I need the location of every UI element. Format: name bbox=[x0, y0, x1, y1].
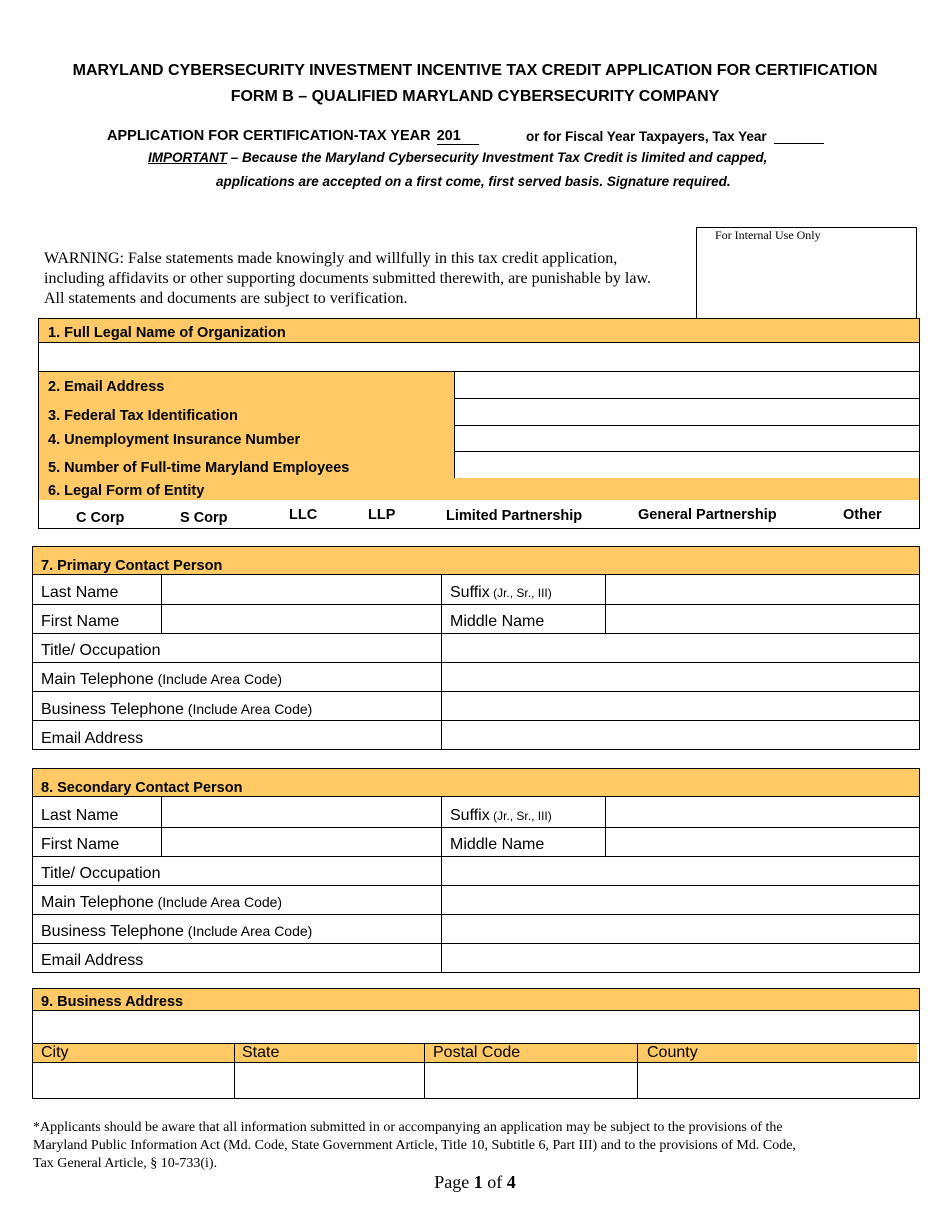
secondary-main-tel-label: Main Telephone (Include Area Code) bbox=[41, 894, 283, 911]
notice-line: Tax General Article, § 10-733(i). bbox=[33, 1156, 218, 1171]
postal-code-label: Postal Code bbox=[433, 1044, 521, 1061]
entity-llp[interactable]: LLP bbox=[368, 507, 396, 523]
state-label: State bbox=[242, 1044, 280, 1061]
secondary-email-label: Email Address bbox=[41, 952, 144, 969]
secondary-first-name-label: First Name bbox=[41, 836, 120, 853]
primary-suffix-input[interactable] bbox=[606, 576, 919, 604]
form-title: MARYLAND CYBERSECURITY INVESTMENT INCENTIVE TAX CREDIT APPLICATION FOR CERTIFICATION bbox=[72, 62, 878, 79]
primary-main-tel-input[interactable] bbox=[442, 663, 919, 691]
secondary-suffix-input[interactable] bbox=[606, 798, 919, 827]
secondary-email-input[interactable] bbox=[442, 944, 919, 972]
primary-email-input[interactable] bbox=[442, 721, 919, 749]
postal-code-input[interactable] bbox=[425, 1063, 637, 1098]
secondary-last-name-input[interactable] bbox=[162, 798, 441, 827]
important-label: IMPORTANT bbox=[148, 150, 227, 165]
secondary-middle-name-input[interactable] bbox=[606, 828, 919, 856]
primary-email-label: Email Address bbox=[41, 730, 144, 747]
secondary-bus-tel-label: Business Telephone (Include Area Code) bbox=[41, 923, 313, 940]
org-name-input[interactable] bbox=[39, 344, 919, 371]
city-label: City bbox=[41, 1044, 69, 1061]
unemployment-insurance-input[interactable] bbox=[455, 426, 919, 451]
primary-contact-title: 7. Primary Contact Person bbox=[41, 558, 223, 574]
q6-label: 6. Legal Form of Entity bbox=[48, 483, 205, 499]
primary-bus-tel-input[interactable] bbox=[442, 692, 919, 720]
secondary-first-name-input[interactable] bbox=[162, 828, 441, 856]
q1-label: 1. Full Legal Name of Organization bbox=[48, 325, 286, 341]
secondary-contact-title: 8. Secondary Contact Person bbox=[41, 780, 243, 796]
street-address-input[interactable] bbox=[33, 1012, 919, 1043]
primary-suffix-label: Suffix (Jr., Sr., III) bbox=[450, 584, 552, 601]
q5-label: 5. Number of Full-time Maryland Employees bbox=[48, 460, 350, 476]
q4-label: 4. Unemployment Insurance Number bbox=[48, 432, 301, 448]
entity-general-partnership[interactable]: General Partnership bbox=[638, 507, 777, 523]
email-input[interactable] bbox=[455, 372, 919, 398]
form-subtitle: FORM B – QUALIFIED MARYLAND CYBERSECURITY COMPANY bbox=[230, 88, 720, 105]
entity-llc[interactable]: LLC bbox=[289, 507, 318, 523]
primary-bus-tel-label: Business Telephone (Include Area Code) bbox=[41, 701, 313, 718]
entity-limited-partnership[interactable]: Limited Partnership bbox=[446, 508, 583, 524]
fiscal-year-label: or for Fiscal Year Taxpayers, Tax Year bbox=[526, 129, 767, 144]
page-number: Page 1 of 4 bbox=[434, 1172, 516, 1192]
notice-line: *Applicants should be aware that all information submitted in or accompanying an application may be subject to the provisions of the bbox=[33, 1120, 783, 1135]
secondary-main-tel-input[interactable] bbox=[442, 886, 919, 914]
secondary-title-input[interactable] bbox=[442, 857, 919, 885]
secondary-middle-name-label: Middle Name bbox=[450, 836, 545, 853]
primary-middle-name-label: Middle Name bbox=[450, 613, 545, 630]
fiscal-year-line bbox=[526, 129, 824, 144]
important-line2: applications are accepted on a first come, first served basis. Signature required. bbox=[216, 174, 731, 189]
internal-use-box bbox=[696, 227, 917, 319]
q2-label: 2. Email Address bbox=[48, 379, 165, 395]
secondary-title-label: Title/ Occupation bbox=[41, 865, 161, 882]
tax-year-label: APPLICATION FOR CERTIFICATION-TAX YEAR bbox=[107, 128, 431, 144]
secondary-suffix-label: Suffix (Jr., Sr., III) bbox=[450, 807, 552, 824]
primary-first-name-input[interactable] bbox=[162, 605, 441, 633]
warning-line: including affidavits or other supporting documents submitted therewith, are punishable by law. bbox=[44, 270, 651, 287]
entity-other[interactable]: Other bbox=[843, 507, 882, 523]
fiscal-year-input[interactable] bbox=[774, 129, 824, 144]
public-info-notice bbox=[33, 1119, 796, 1173]
important-notice bbox=[148, 150, 767, 165]
warning-line: All statements and documents are subject to verification. bbox=[44, 290, 408, 307]
primary-main-tel-label: Main Telephone (Include Area Code) bbox=[41, 671, 283, 688]
business-address-title: 9. Business Address bbox=[41, 994, 184, 1010]
employee-count-input[interactable] bbox=[455, 452, 919, 478]
city-input[interactable] bbox=[33, 1063, 234, 1098]
county-input[interactable] bbox=[638, 1063, 919, 1098]
primary-last-name-input[interactable] bbox=[162, 576, 441, 604]
entity-c-corp[interactable]: C Corp bbox=[76, 510, 125, 526]
important-text: – Because the Maryland Cybersecurity Investment Tax Credit is limited and capped, bbox=[227, 150, 768, 165]
primary-first-name-label: First Name bbox=[41, 613, 120, 630]
warning-text bbox=[44, 249, 651, 309]
primary-last-name-label: Last Name bbox=[41, 584, 119, 601]
secondary-bus-tel-input[interactable] bbox=[442, 915, 919, 943]
county-label: County bbox=[647, 1044, 698, 1061]
tax-year-input[interactable]: 201 bbox=[437, 128, 479, 145]
internal-use-label: For Internal Use Only bbox=[715, 228, 821, 242]
primary-middle-name-input[interactable] bbox=[606, 605, 919, 633]
q3-label: 3. Federal Tax Identification bbox=[48, 408, 238, 424]
federal-tax-id-input[interactable] bbox=[455, 399, 919, 425]
secondary-last-name-label: Last Name bbox=[41, 807, 119, 824]
warning-line: WARNING: False statements made knowingly and willfully in this tax credit application, bbox=[44, 250, 618, 267]
primary-title-input[interactable] bbox=[442, 634, 919, 662]
notice-line: Maryland Public Information Act (Md. Code, State Government Article, Title 10, Subtitle 6, Part III) and to the provisions of Md. Code, bbox=[33, 1138, 796, 1153]
state-input[interactable] bbox=[235, 1063, 424, 1098]
tax-year-line bbox=[107, 128, 479, 145]
primary-title-label: Title/ Occupation bbox=[41, 642, 161, 659]
entity-s-corp[interactable]: S Corp bbox=[180, 510, 228, 526]
